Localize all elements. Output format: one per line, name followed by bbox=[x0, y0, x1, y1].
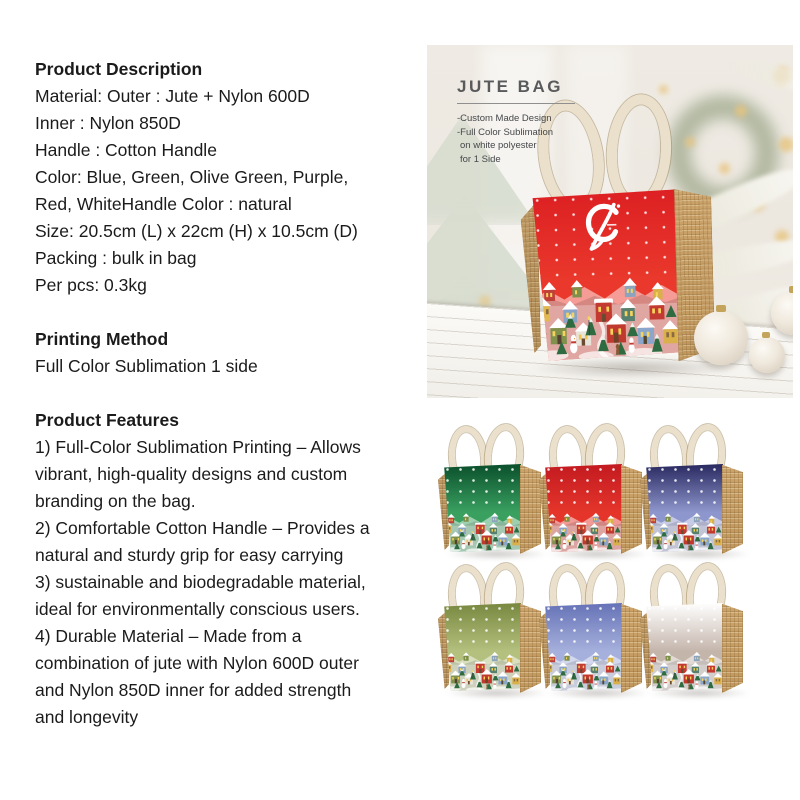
christmas-village-print bbox=[441, 503, 521, 552]
snow-dots bbox=[643, 603, 723, 647]
bag-jute-side bbox=[722, 601, 743, 693]
description-line: Per pcs: 0.3kg bbox=[35, 275, 147, 295]
feature-line: 3) sustainable and biodegradable material, bbox=[35, 572, 366, 592]
bokeh-light-icon bbox=[735, 105, 747, 117]
christmas-village-print bbox=[542, 503, 622, 552]
bag-jute-side bbox=[722, 462, 743, 554]
hero-note-line: for 1 Side bbox=[460, 153, 501, 165]
christmas-village-print bbox=[441, 642, 521, 691]
brand-logo-icon bbox=[580, 201, 625, 254]
bag-front-panel bbox=[643, 603, 723, 691]
section-printing-method bbox=[35, 326, 440, 380]
feature-line: and longevity bbox=[35, 707, 139, 727]
section-product-features bbox=[35, 407, 440, 731]
ornament-ball-icon bbox=[694, 311, 748, 365]
description-line: Color: Blue, Green, Olive Green, Purple, bbox=[35, 167, 349, 187]
product-info bbox=[35, 56, 440, 758]
description-line: Material: Outer : Jute + Nylon 600D bbox=[35, 86, 310, 106]
bag-variant-blue bbox=[538, 563, 639, 699]
feature-line: and Nylon 850D inner for added strength bbox=[35, 680, 352, 700]
feature-line: 1) Full-Color Sublimation Printing – Allows bbox=[35, 437, 361, 457]
hero-notes bbox=[457, 112, 592, 166]
feature-line: natural and sturdy grip for easy carrying bbox=[35, 545, 344, 565]
bag-variant-red bbox=[538, 424, 639, 560]
bag-front-panel bbox=[528, 189, 680, 361]
printing-method-heading: Printing Method bbox=[35, 329, 169, 349]
christmas-village-print bbox=[643, 503, 723, 552]
description-line: Handle : Cotton Handle bbox=[35, 140, 217, 160]
hero-title: JUTE BAG bbox=[457, 77, 563, 96]
description-line: Size: 20.5cm (L) x 22cm (H) x 10.5cm (D) bbox=[35, 221, 358, 241]
feature-line: 2) Comfortable Cotton Handle – Provides a bbox=[35, 518, 370, 538]
bag-variant-purple bbox=[639, 424, 740, 560]
description-line: Packing : bulk in bag bbox=[35, 248, 197, 268]
christmas-village-print bbox=[542, 642, 622, 691]
hero-note-line: -Full Color Sublimation bbox=[457, 126, 554, 138]
feature-line: branding on the bag. bbox=[35, 491, 196, 511]
printing-method-lines bbox=[35, 353, 440, 380]
feature-line: combination of jute with Nylon 600D outer bbox=[35, 653, 359, 673]
product-description-lines bbox=[35, 83, 440, 299]
product-features-heading: Product Features bbox=[35, 410, 179, 430]
hero-photo bbox=[427, 45, 793, 398]
snow-dots bbox=[643, 464, 723, 508]
bag-front-panel bbox=[542, 603, 622, 691]
description-line: Inner : Nylon 850D bbox=[35, 113, 181, 133]
bag-variant-green bbox=[437, 424, 538, 560]
hero-caption bbox=[457, 77, 592, 166]
hero-title-underline bbox=[457, 103, 575, 104]
section-product-description bbox=[35, 56, 440, 299]
bokeh-light-icon bbox=[779, 137, 793, 152]
christmas-village-print bbox=[643, 642, 723, 691]
feature-line: vibrant, high-quality designs and custom bbox=[35, 464, 348, 484]
pine-branch-icon bbox=[726, 54, 793, 95]
feature-line: ideal for environmentally conscious users. bbox=[35, 599, 360, 619]
snow-dots bbox=[441, 464, 521, 508]
bag-front-panel bbox=[542, 464, 622, 552]
color-variants bbox=[437, 424, 797, 702]
hero-note-line: on white polyester bbox=[460, 140, 537, 151]
product-description-heading: Product Description bbox=[35, 59, 203, 79]
bag-variant-white bbox=[639, 563, 740, 699]
bag-variant-olive-green bbox=[437, 563, 538, 699]
bag-front-panel bbox=[441, 603, 521, 691]
snow-dots bbox=[542, 464, 622, 508]
bag-front-panel bbox=[441, 464, 521, 552]
description-line: Red, WhiteHandle Color : natural bbox=[35, 194, 292, 214]
ornament-cap-icon bbox=[762, 332, 770, 338]
printing-method-line: Full Color Sublimation 1 side bbox=[35, 356, 258, 376]
feature-line: 4) Durable Material – Made from a bbox=[35, 626, 302, 646]
ornament-cap-icon bbox=[716, 305, 726, 312]
snow-dots bbox=[441, 603, 521, 647]
ornament-cap-icon bbox=[789, 286, 793, 293]
bag-front-panel bbox=[643, 464, 723, 552]
bokeh-light-icon bbox=[719, 163, 730, 174]
hero-note-line: -Custom Made Design bbox=[457, 113, 552, 124]
bokeh-light-icon bbox=[479, 295, 491, 307]
snow-dots bbox=[542, 603, 622, 647]
ornament-ball-icon bbox=[749, 337, 785, 373]
product-features-lines bbox=[35, 434, 440, 731]
christmas-village-print bbox=[530, 257, 681, 362]
